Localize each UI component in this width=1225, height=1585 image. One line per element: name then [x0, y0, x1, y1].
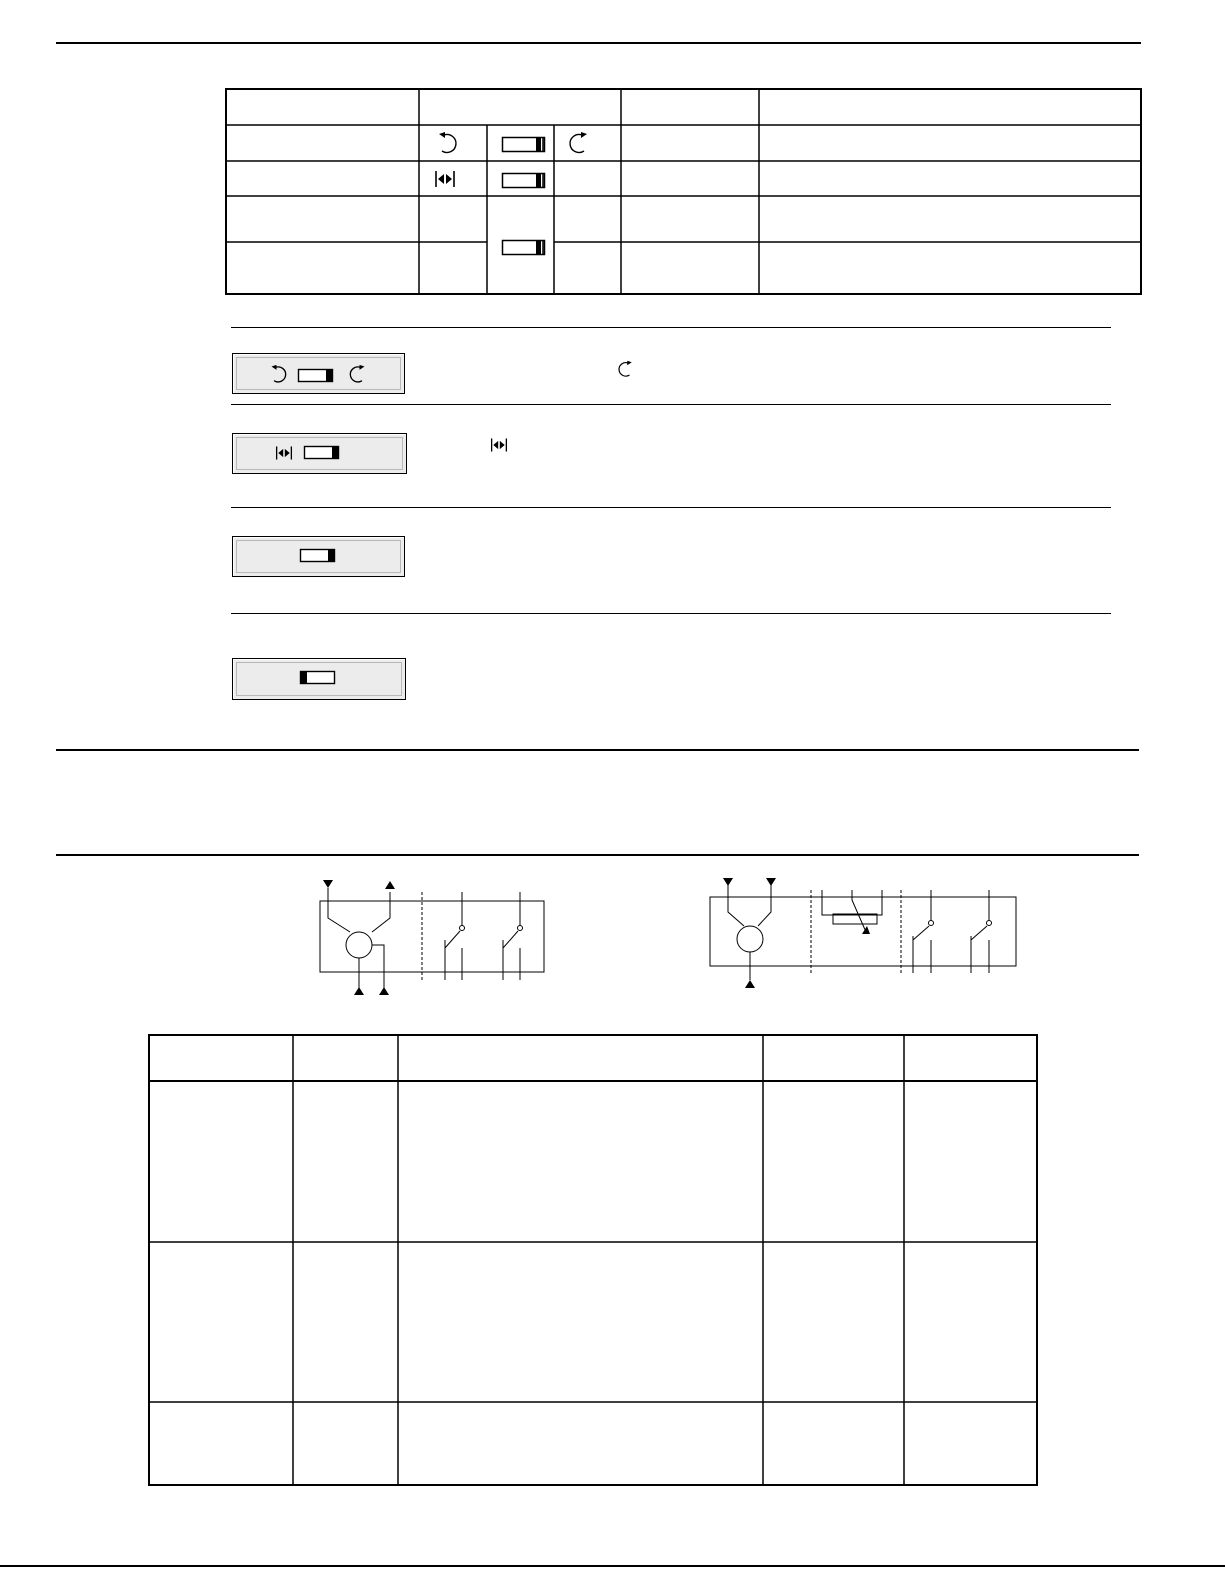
- rotate-right-icon[interactable]: [347, 363, 367, 385]
- section-rule-major: [56, 854, 1139, 856]
- slider-full-icon[interactable]: [298, 369, 334, 383]
- fit-width-icon: [490, 437, 508, 453]
- rotate-slider-panel[interactable]: [232, 353, 405, 394]
- slider-empty-icon[interactable]: [300, 671, 336, 685]
- section-rule: [231, 404, 1111, 405]
- slider-full-icon[interactable]: [300, 549, 336, 563]
- section-rule: [231, 327, 1111, 328]
- section-rule-major: [56, 749, 1139, 751]
- wiring-diagram-left: [300, 870, 560, 1005]
- bottom-rule: [0, 1565, 1225, 1567]
- slider-full-icon: [502, 240, 546, 256]
- rotate-left-icon: [436, 130, 460, 156]
- slider-full-icon[interactable]: [304, 446, 340, 460]
- spec-table: [0, 1020, 1225, 1500]
- wiring-diagram-right: [700, 870, 1030, 995]
- rotate-right-icon: [616, 359, 634, 379]
- fit-width-panel[interactable]: [232, 433, 407, 474]
- control-table: [0, 0, 1225, 310]
- fit-width-icon: [434, 170, 456, 188]
- slider-empty-panel[interactable]: [232, 658, 406, 700]
- rotate-right-icon: [566, 130, 590, 156]
- slider-full-icon: [502, 173, 546, 189]
- fit-width-icon[interactable]: [275, 445, 293, 461]
- rotate-left-icon[interactable]: [269, 363, 289, 385]
- slider-full-icon: [502, 137, 546, 153]
- section-rule: [231, 507, 1111, 508]
- slider-full-panel[interactable]: [232, 536, 405, 577]
- section-rule: [231, 613, 1111, 614]
